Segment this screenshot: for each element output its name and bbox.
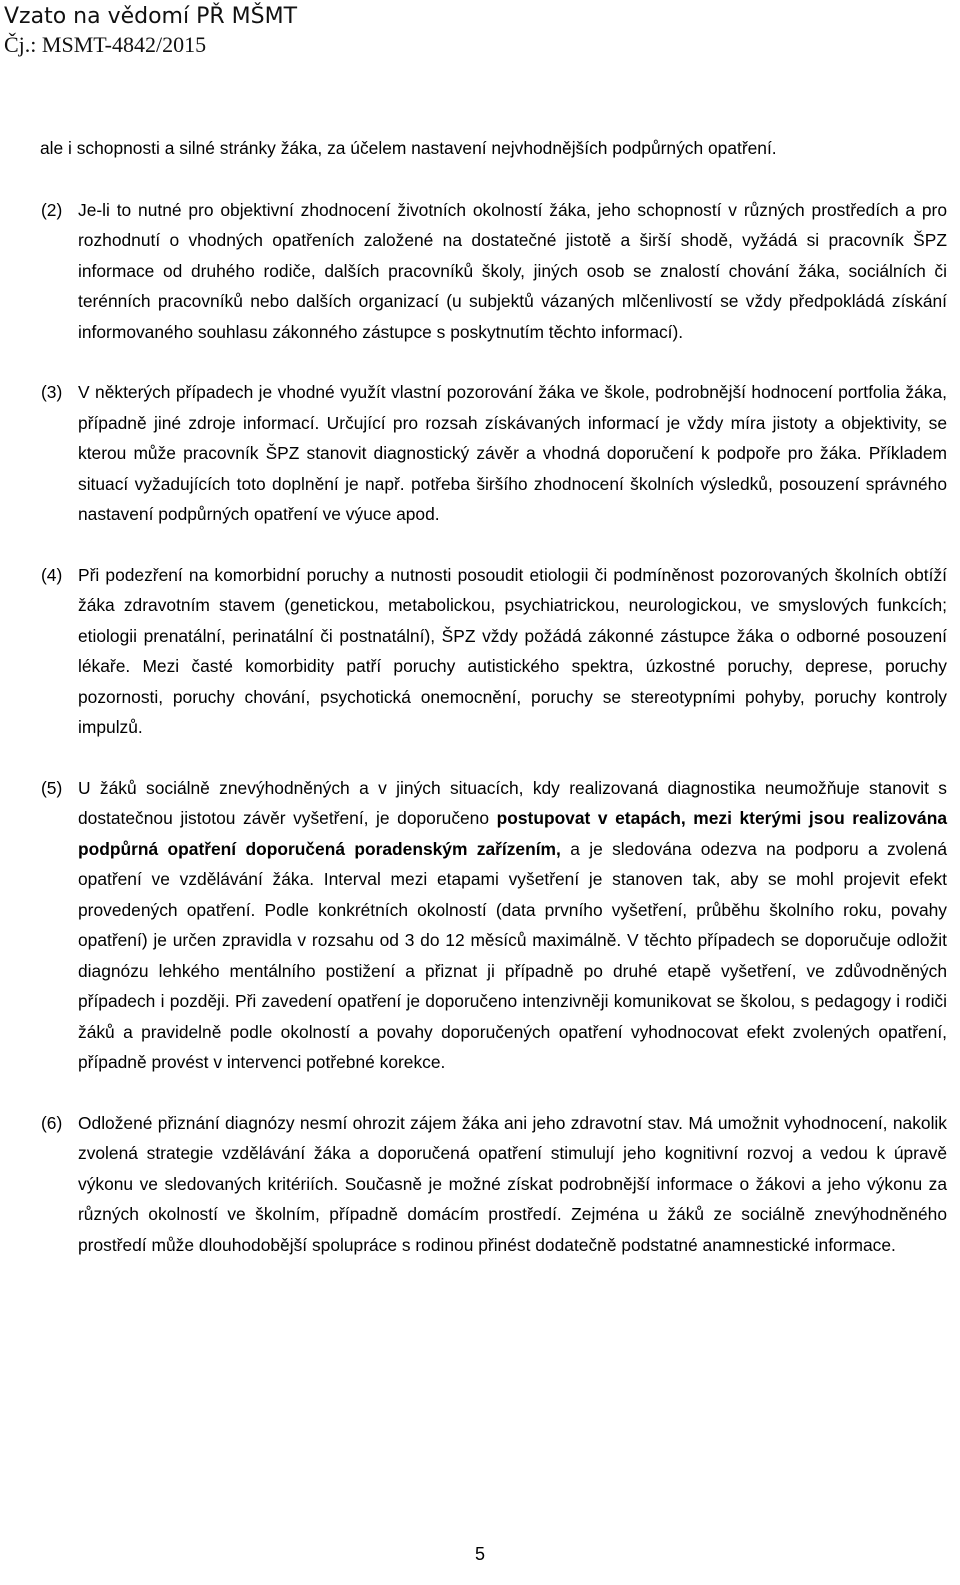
numbered-list: [41, 195, 947, 1261]
item-number: (4): [41, 564, 63, 585]
header-reference-number: Čj.: MSMT-4842/2015: [4, 32, 207, 57]
lead-paragraph: ale i schopnosti a silné stránky žáka, za účelem nastavení nejvhodnějších podpůrných opatření.: [40, 138, 777, 158]
document-header: [4, 2, 297, 59]
item-number: (3): [41, 382, 63, 402]
item-number: (2): [41, 199, 63, 220]
list-item: [41, 773, 947, 1078]
item-text-end: a je sledována odezva na podporu a zvolená opatření ve vzdělávání žáka. Interval mezi etapami vyšetření je stanoven tak, aby se mohl projevit efekt provedených opatření. Podle konkrétních okolností (data prvního vyšetření, průběhu školního roku, povahy opatření) je určen zpravidla v rozsahu od 3 do 12 měsíců maximálně. V těchto případech se doporučuje odložit diagnózu lehkého mentálního postižení a přiznat ji případně po druhé etapě vyšetření, ve zdůvodněných případech i později. Při zavedení opatření je doporučeno intenzivněji komunikovat se školou, s pedagogy i rodiči žáků a pravidelně podle okolností a povahy doporučených opatření vyhodnocovat efekt zvolených opatření, případně provést v intervenci potřebné korekce.: [78, 838, 947, 1072]
list-item: [41, 1108, 947, 1261]
item-text-emphasis: postupovat v etapách, mezi kterými jsou realizována podpůrná opatření doporučená poradenským zařízením,: [78, 808, 947, 859]
item-number: (5): [41, 777, 63, 798]
header-approval-note: Vzato na vědomí PŘ MŠMT: [4, 4, 298, 29]
item-number: (6): [41, 1112, 63, 1133]
item-text: V některých případech je vhodné využít vlastní pozorování žáka ve škole, podrobnější hodnocení portfolia žáka, případně jiné zdroje informací. Určující pro rozsah získávaných informací je vždy míra jistoty a objektivity, se kterou může pracovník ŠPZ stanovit diagnostický závěr a vhodná doporučení k podpoře pro žáka. Příkladem situací vyžadujících toto doplnění je např. potřeba širšího zhodnocení školních výsledků, posouzení správného nastavení podpůrných opatření ve výuce apod.: [78, 382, 947, 524]
item-text: Při podezření na komorbidní poruchy a nutnosti posoudit etiologii či podmíněnost pozorovaných školních obtíží žáka zdravotním stavem (genetickou, metabolickou, psychiatrickou, neurologickou, ve smyslových funkcích; etiologii prenatální, perinatální či postnatální), ŠPZ vždy požádá zákonné zástupce žáka o odborné posouzení lékaře. Mezi časté komorbidity patří poruchy autistického spektra, úzkostné poruchy, deprese, poruchy pozornosti, poruchy chování, psychotická onemocnění, poruchy se stereotypními pohyby, poruchy kontroly impulzů.: [78, 564, 947, 737]
list-item: [41, 195, 947, 348]
item-text: [78, 773, 947, 1078]
item-text: Odložené přiznání diagnózy nesmí ohrozit zájem žáka ani jeho zdravotní stav. Má umožnit vyhodnocení, nakolik zvolená strategie vzdělávání žáka a doporučená opatření stimulují jeho kognitivní rozvoj a vedou k úpravě výkonu ve sledovaných kritériích. Současně je možné získat podrobnější informace o žákovi a jeho výkonu za různých okolností ve školním, případně domácím prostředí. Zejména u žáků ze sociálně znevýhodněného prostředí může dlouhodobější spolupráce s rodinou přinést dodatečně podstatné anamnestické informace.: [78, 1112, 947, 1255]
page-number: 5: [474, 1544, 485, 1564]
list-item: [41, 560, 947, 743]
list-item: [41, 377, 947, 530]
item-text: Je-li to nutné pro objektivní zhodnocení životních okolností žáka, jeho schopností v různých prostředích a pro rozhodnutí o vhodných opatřeních založené na dostatečné jistotě a širší shodě, vyžádá si pracovník ŠPZ informace od druhého rodiče, dalších pracovníků školy, jiných osob se znalostí chování žáka, sociálních či terénních pracovníků nebo dalších organizací (u subjektů vázaných mlčenlivostí se vždy předpokládá získání informovaného souhlasu zákonného zástupce s poskytnutím těchto informací).: [78, 199, 947, 342]
item-text-start: U žáků sociálně znevýhodněných a v jiných situacích, kdy realizovaná diagnostika neumožňuje stanovit s dostatečnou jistotou závěr vyšetření, je doporučeno: [78, 777, 947, 828]
document-body: [40, 133, 947, 1260]
